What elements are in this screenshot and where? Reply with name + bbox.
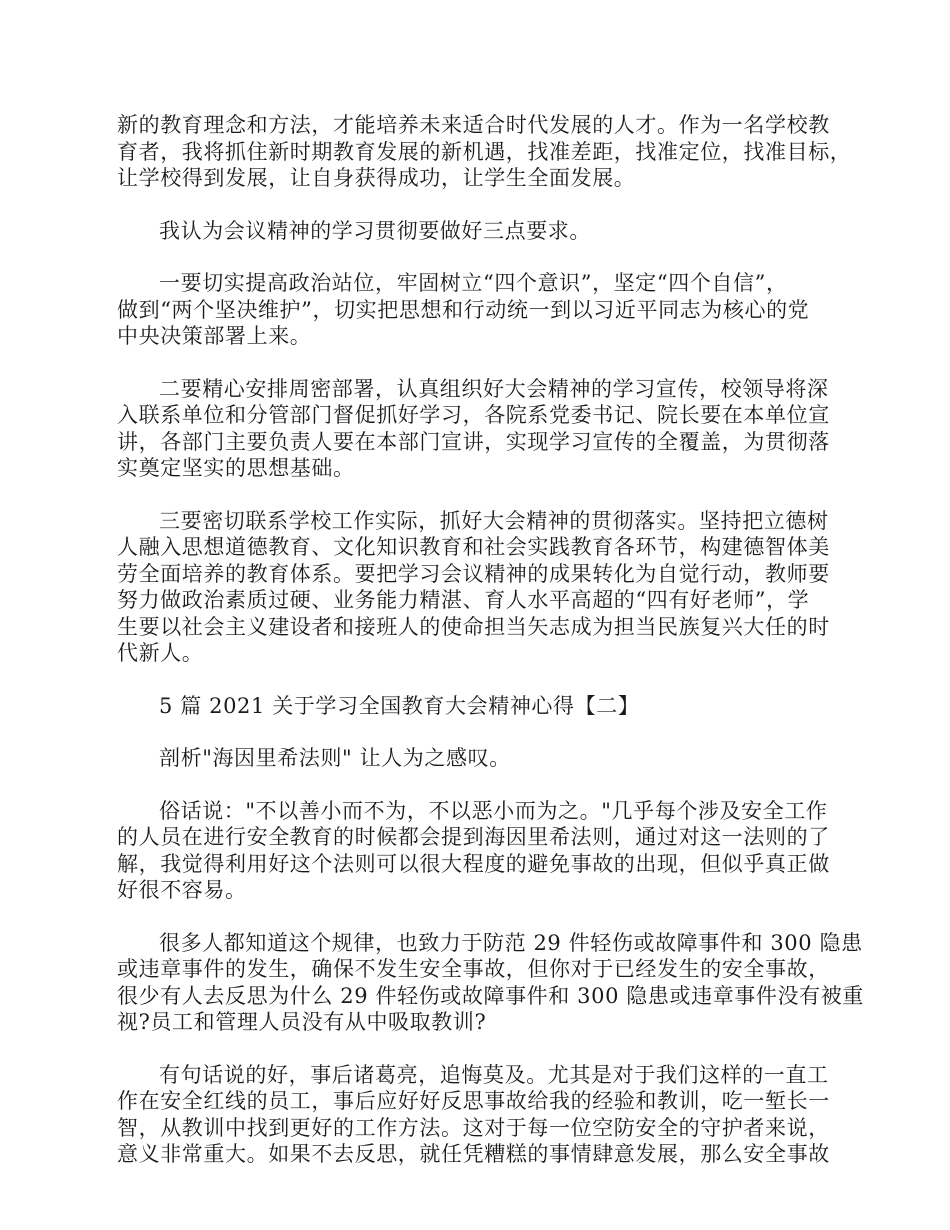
paragraph [117,930,864,1036]
paragraph-line: 智，从教训中找到更好的工作方法。这对于每一位空防安全的守护者来说， [117,1115,830,1140]
paragraph-line: 俗话说："不以善小而不为，不以恶小而为之。"几乎每个涉及安全工作 [159,798,828,823]
paragraph-line: 实奠定坚实的思想基础。 [117,456,355,480]
paragraph-line: 努力做政治素质过硬、业务能力精湛、育人水平高超的“四有好老师”，学 [117,588,810,612]
paragraph-line: 很少有人去反思为什么 29 件轻伤或故障事件和 300 隐患或违章事件没有被重 [117,983,864,1008]
paragraph [117,270,837,350]
paragraph-line: 作在安全红线的员工，事后应好好反思事故给我的经验和教训，吃一堑长一 [117,1089,830,1113]
paragraph-line: 二要精心安排周密部署，认真组织好大会精神的学习宣传，校领导将深 [159,376,829,401]
paragraph [117,1062,837,1168]
paragraph-line: 育者，我将抓住新时期教育发展的新机遇，找准差距，找准定位，找准目标， [117,139,852,164]
paragraph-line: 做到“两个坚决维护”，切实把思想和行动统一到以习近平同志为核心的党 [117,297,810,322]
paragraph-line: 让学校得到发展，让自身获得成功，让学生全面发展。 [117,166,636,190]
paragraph-line: 我认为会议精神的学习贯彻要做好三点要求。 [159,218,591,243]
paragraph-line: 的人员在进行安全教育的时候都会提到海因里希法则，通过对这一法则的了 [117,825,830,849]
paragraph-line: 劳全面培养的教育体系。要把学习会议精神的成果转化为自觉行动，教师要 [117,561,830,586]
paragraph [117,798,837,904]
paragraph-line: 中央决策部署上来。 [117,324,312,348]
paragraph [117,508,837,667]
paragraph [117,218,837,245]
paragraph [117,745,837,772]
paragraph-line: 三要密切联系学校工作实际，抓好大会精神的贯彻落实。坚持把立德树 [159,508,829,533]
paragraph-line: 很多人都知道这个规律，也致力于防范 29 件轻伤或故障事件和 300 隐患 [159,930,863,955]
paragraph-line: 代新人。 [117,641,204,665]
paragraph-line: 有句话说的好，事后诸葛亮，追悔莫及。尤其是对于我们这样的一直工 [159,1062,829,1087]
document-body [117,112,864,1194]
paragraph-line: 讲，各部门主要负责人要在本部门宣讲，实现学习宣传的全覆盖，为贯彻落 [117,429,830,454]
paragraph-line: 视?员工和管理人员没有从中吸取教训? [117,1010,487,1034]
paragraph [117,112,852,192]
paragraph-line: 人融入思想道德教育、文化知识教育和社会实践教育各环节，构建德智体美 [117,535,830,559]
paragraph-line: 或违章事件的发生，确保不发生安全事故，但你对于已经发生的安全事故， [117,957,830,981]
paragraph-line: 一要切实提高政治站位，牢固树立“四个意识”，坚定“四个自信”， [159,271,788,295]
paragraph-line: 入联系单位和分管部门督促抓好学习，各院系党委书记、院长要在本单位宣 [117,403,830,427]
paragraph-line: 意义非常重大。如果不去反思，就任凭糟糕的事情肆意发展，那么安全事故 [117,1142,830,1166]
paragraph-line: 解，我觉得利用好这个法则可以很大程度的避免事故的出现，但似乎真正做 [117,851,830,876]
paragraph-line: 新的教育理念和方法，才能培养未来适合时代发展的人才。作为一名学校教 [117,113,830,137]
paragraph-line: 剖析"海因里希法则" 让人为之感叹。 [159,746,511,770]
paragraph-line: 好很不容易。 [117,878,247,902]
paragraph-line: 5 篇 2021 关于学习全国教育大会精神心得【二】 [159,693,640,718]
paragraph [117,376,837,482]
paragraph-line: 生要以社会主义建设者和接班人的使命担当矢志成为担当民族复兴大任的时 [117,614,830,639]
paragraph [117,693,837,720]
